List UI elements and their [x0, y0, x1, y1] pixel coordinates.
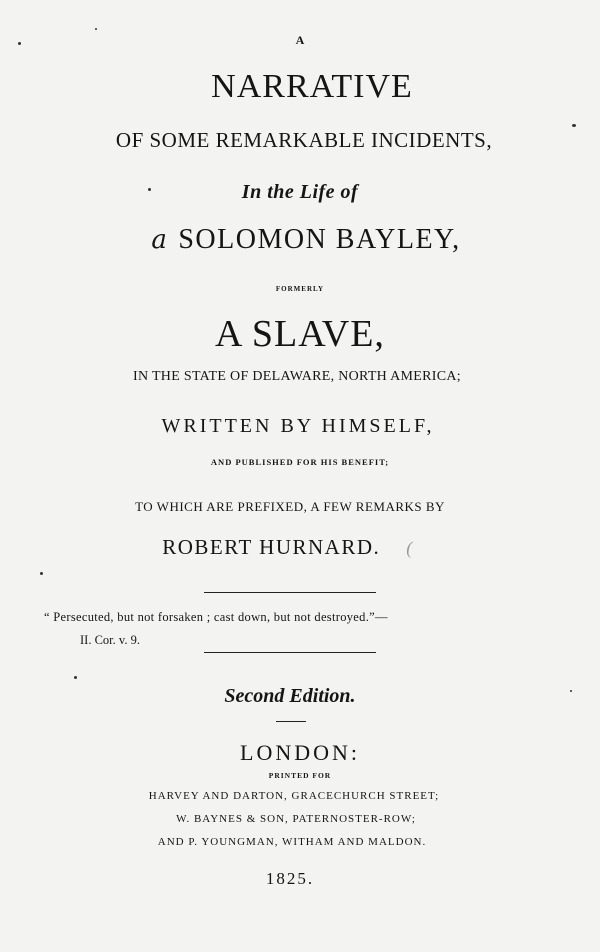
in-the-life-of: In the Life of — [241, 181, 359, 203]
divider-rule — [204, 652, 376, 653]
author-name: SOLOMON BAYLEY, — [178, 224, 461, 255]
ink-speck — [40, 572, 43, 575]
title-main: NARRATIVE — [211, 68, 413, 105]
handwritten-prefix: a — [151, 225, 169, 255]
publication-year: 1825. — [265, 869, 315, 888]
short-divider — [276, 721, 306, 722]
publisher-line: HARVEY AND DARTON, GRACECHURCH STREET; — [148, 790, 440, 802]
a-slave-heading: A SLAVE, — [215, 313, 385, 355]
ink-speck — [74, 676, 77, 679]
epigraph-citation: II. Cor. v. 9. — [80, 633, 140, 647]
editor-line — [0, 535, 588, 560]
ink-speck — [572, 124, 576, 127]
written-by-line: WRITTEN BY HIMSELF, — [161, 415, 435, 437]
author-name-line — [6, 224, 600, 256]
imprint-city: LONDON: — [240, 740, 360, 765]
publisher-line: AND P. YOUNGMAN, WITHAM AND MALDON. — [157, 836, 427, 848]
epigraph-quote: “ Persecuted, but not forsaken ; cast down, but not destroyed.”— — [44, 610, 388, 624]
editor-name: ROBERT HURNARD. — [162, 535, 381, 559]
printed-for-label: PRINTED FOR — [268, 771, 332, 780]
formerly-label: FORMERLY — [275, 285, 325, 293]
published-note: AND PUBLISHED FOR HIS BENEFIT; — [210, 457, 390, 467]
publisher-line: W. BAYNES & SON, PATERNOSTER-ROW; — [176, 813, 416, 825]
subtitle: OF SOME REMARKABLE INCIDENTS, — [115, 128, 493, 152]
title-article: A — [295, 33, 305, 47]
divider-rule — [204, 592, 376, 593]
ink-speck — [95, 28, 97, 30]
prefixed-line: TO WHICH ARE PREFIXED, A FEW REMARKS BY — [135, 499, 445, 514]
location-line: IN THE STATE OF DELAWARE, NORTH AMERICA; — [133, 369, 461, 384]
editor-scrawl: ( — [406, 538, 414, 558]
edition-label: Second Edition. — [224, 685, 356, 707]
